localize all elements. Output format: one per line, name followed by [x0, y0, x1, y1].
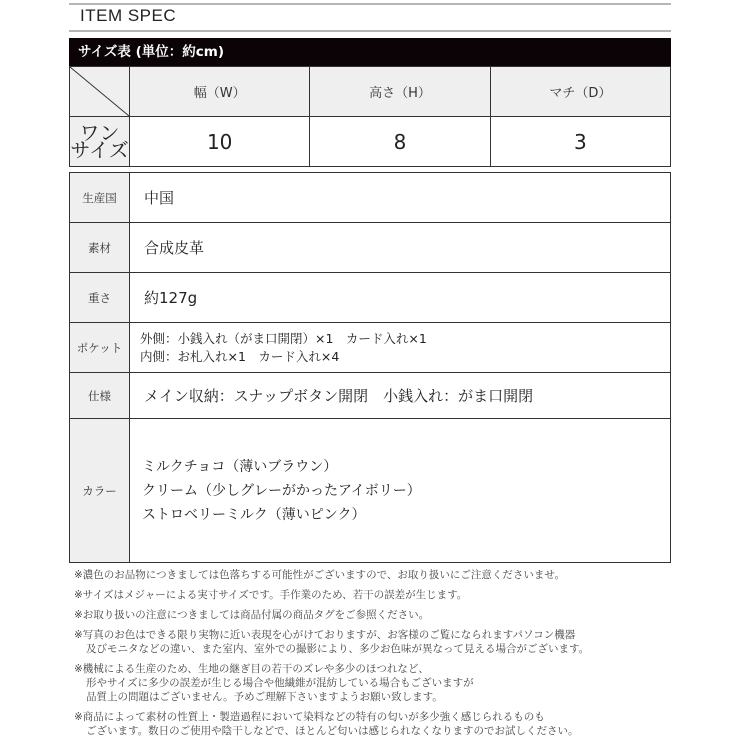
spec-label: 生産国 [70, 173, 130, 223]
row-label-one-size: ワン サイズ [70, 117, 130, 167]
title-divider [69, 30, 671, 32]
notes-section [74, 568, 694, 740]
spec-value [130, 419, 671, 563]
size-table-heading: サイズ表 (単位：約cm) [69, 38, 671, 66]
spec-value: 合成皮革 [130, 223, 671, 273]
column-width: 幅（W） [130, 67, 310, 117]
column-height: 高さ（H） [310, 67, 490, 117]
spec-value: 外側：小銭入れ（がま口開閉）×1 カード入れ×1 内側：お札入れ×1 カード入れ×4 [130, 323, 671, 373]
spec-value: メイン収納：スナップボタン開閉 小銭入れ：がま口開閉 [130, 373, 671, 419]
note: ※商品によって素材の性質上・製造過程において染料などの特有の匂いが多少強く感じられるものも ございます。数日のご使用や陰干しなどで、ほとんど匂いは感じられなくなりますのでお試しください。 [74, 711, 579, 737]
top-divider [69, 3, 671, 5]
size-table [69, 66, 671, 167]
note: ※機械による生産のため、生地の継ぎ目の若干のズレや多少のほつれなど、 形やサイズに多少の誤差が生じる場合や他繊維が混紡している場合もございますが 品質上の問題はございません。予めご理解下さいますようお願い致します。 [74, 663, 474, 703]
note: ※写真のお色はできる限り実物に近い表現を心がけておりますが、お客様のご覧になられますパソコン機器 及びモニタなどの違い、また室内、室外での撮影により、多少お色味が異なって見える場合がございます。 [74, 629, 590, 655]
spec-label: カラー [70, 419, 130, 563]
spec-label: 仕様 [70, 373, 130, 419]
note: ※濃色のお品物につきましては色落ちする可能性がございますので、お取り扱いにご注意くださいませ。 [74, 569, 566, 581]
note: ※サイズはメジャーによる実寸サイズです。手作業のため、若干の誤差が生じます。 [74, 589, 468, 601]
value-depth: 3 [490, 117, 670, 167]
color-option: ストロベリーミルク（薄いピンク） [142, 506, 366, 523]
spec-table [69, 172, 671, 563]
spec-label: ポケット [70, 323, 130, 373]
diagonal-line-icon [70, 67, 129, 116]
spec-value: 約127g [130, 273, 671, 323]
value-height: 8 [310, 117, 490, 167]
column-depth: マチ（D） [490, 67, 670, 117]
spec-row-material [70, 223, 671, 273]
color-option: クリーム（少しグレーがかったアイボリー） [142, 482, 421, 499]
spec-row-spec [70, 373, 671, 419]
spec-row-pocket [70, 323, 671, 373]
page-title: ITEM SPEC [80, 6, 177, 25]
spec-label: 重さ [70, 273, 130, 323]
size-header-row [70, 67, 671, 117]
spec-row-origin [70, 173, 671, 223]
note: ※お取り扱いの注意につきましては商品付属の商品タグをご参照ください。 [74, 609, 430, 621]
value-width: 10 [130, 117, 310, 167]
color-option: ミルクチョコ（薄いブラウン） [142, 458, 338, 475]
spec-row-weight [70, 273, 671, 323]
spec-row-color [70, 419, 671, 563]
size-value-row [70, 117, 671, 167]
spec-label: 素材 [70, 223, 130, 273]
corner-cell [70, 67, 130, 117]
spec-value: 中国 [130, 173, 671, 223]
